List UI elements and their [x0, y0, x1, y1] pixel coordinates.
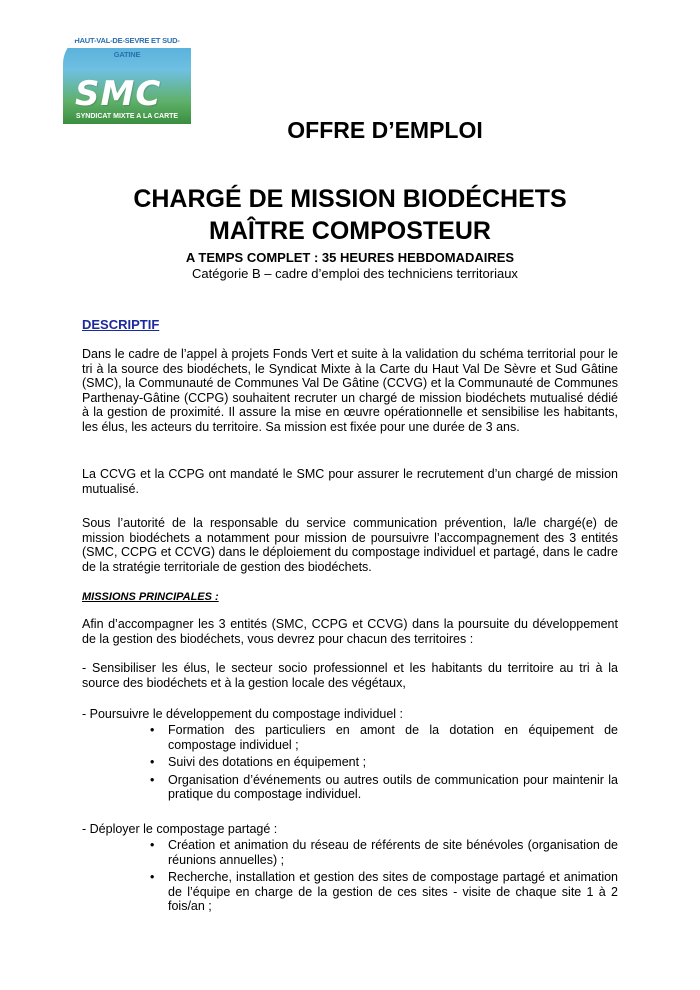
missions-intro: Afin d’accompagner les 3 entités (SMC, CCPG et CCVG) dans la poursuite du développement de la gestion des biodéchets, vous devrez pour chacun des territoires : — [82, 617, 618, 646]
mission-item-3-list — [150, 838, 618, 917]
logo-brand: SMC — [75, 74, 162, 114]
descriptif-paragraph-1: Dans le cadre de l’appel à projets Fonds Vert et suite à la validation du schéma territorial pour le tri à la source des biodéchets, le Syndicat Mixte à la Carte du Haut Val De Sèvre et Sud Gâtine (SMC), la Communauté de Communes Val De Gâtine (CCVG) et la Communauté de Communes Parthenay-Gâtine (CCPG) souhaitent recruter un chargé de mission biodéchets mutualisé dédié à la gestion de proximité. Il assure la mise en œuvre opérationnelle et sensibilise les habitants, les élus, les acteurs du territoire. Sa mission est fixée pour une durée de 3 ans. — [82, 347, 618, 434]
bullet-icon: • — [150, 838, 155, 852]
missions-heading: MISSIONS PRINCIPALES : — [82, 591, 219, 603]
bullet-icon: • — [150, 772, 155, 787]
logo-bottom-text: SYNDICAT MIXTE A LA CARTE — [75, 113, 179, 120]
smc-logo — [63, 34, 191, 124]
list-item: • Formation des particuliers en amont de la dotation en équipement de compostage individuel ; — [150, 723, 618, 752]
page-title: OFFRE D’EMPLOI — [287, 117, 483, 143]
mission-item-1: - Sensibiliser les élus, le secteur socio professionnel et les habitants du territoire au tri à la source des biodéchets et à la gestion locale des végétaux, — [82, 661, 618, 690]
list-item: • Organisation d’événements ou autres outils de communication pour maintenir la pratique du compostage individuel. — [150, 772, 618, 802]
descriptif-paragraph-3: Sous l’autorité de la responsable du service communication prévention, la/le chargé(e) de mission biodéchets a notamment pour mission de poursuivre l’accompagnement des 3 entités (SMC, CCPG et CCVG) dans le déploiement du compostage individuel et partagé, dans le cadre de la stratégie territoriale de gestion des biodéchets. — [82, 516, 618, 574]
bullet-icon: • — [150, 755, 155, 770]
list-item: • Suivi des dotations en équipement ; — [150, 755, 367, 770]
descriptif-heading: DESCRIPTIF — [82, 317, 160, 332]
job-title-line-2: MAÎTRE COMPOSTEUR — [209, 217, 491, 245]
descriptif-paragraph-2: La CCVG et la CCPG ont mandaté le SMC pour assurer le recrutement d’un chargé de mission mutualisé. — [82, 467, 618, 496]
job-schedule: A TEMPS COMPLET : 35 HEURES HEBDOMADAIRES — [185, 250, 515, 265]
logo-top-text: HAUT-VAL-DE-SEVRE ET SUD-GATINE — [63, 34, 191, 48]
job-title — [0, 183, 700, 247]
list-item: • Création et animation du réseau de référents de site bénévoles (organisation de réunions annuelles) ; — [150, 838, 618, 867]
list-item: • Recherche, installation et gestion des sites de compostage partagé et animation de l’équipe en charge de la gestion de ces sites - visite de chaque site 1 à 2 fois/an ; — [150, 870, 618, 914]
bullet-icon: • — [150, 870, 155, 885]
job-title-line-1: CHARGÉ DE MISSION BIODÉCHETS — [133, 185, 567, 213]
mission-item-2: - Poursuivre le développement du compostage individuel : — [82, 707, 404, 721]
bullet-icon: • — [150, 723, 155, 737]
mission-item-2-list — [150, 723, 618, 805]
mission-item-3: - Déployer le compostage partagé : — [82, 822, 278, 836]
job-category: Catégorie B – cadre d’emploi des techniciens territoriaux — [192, 266, 518, 281]
